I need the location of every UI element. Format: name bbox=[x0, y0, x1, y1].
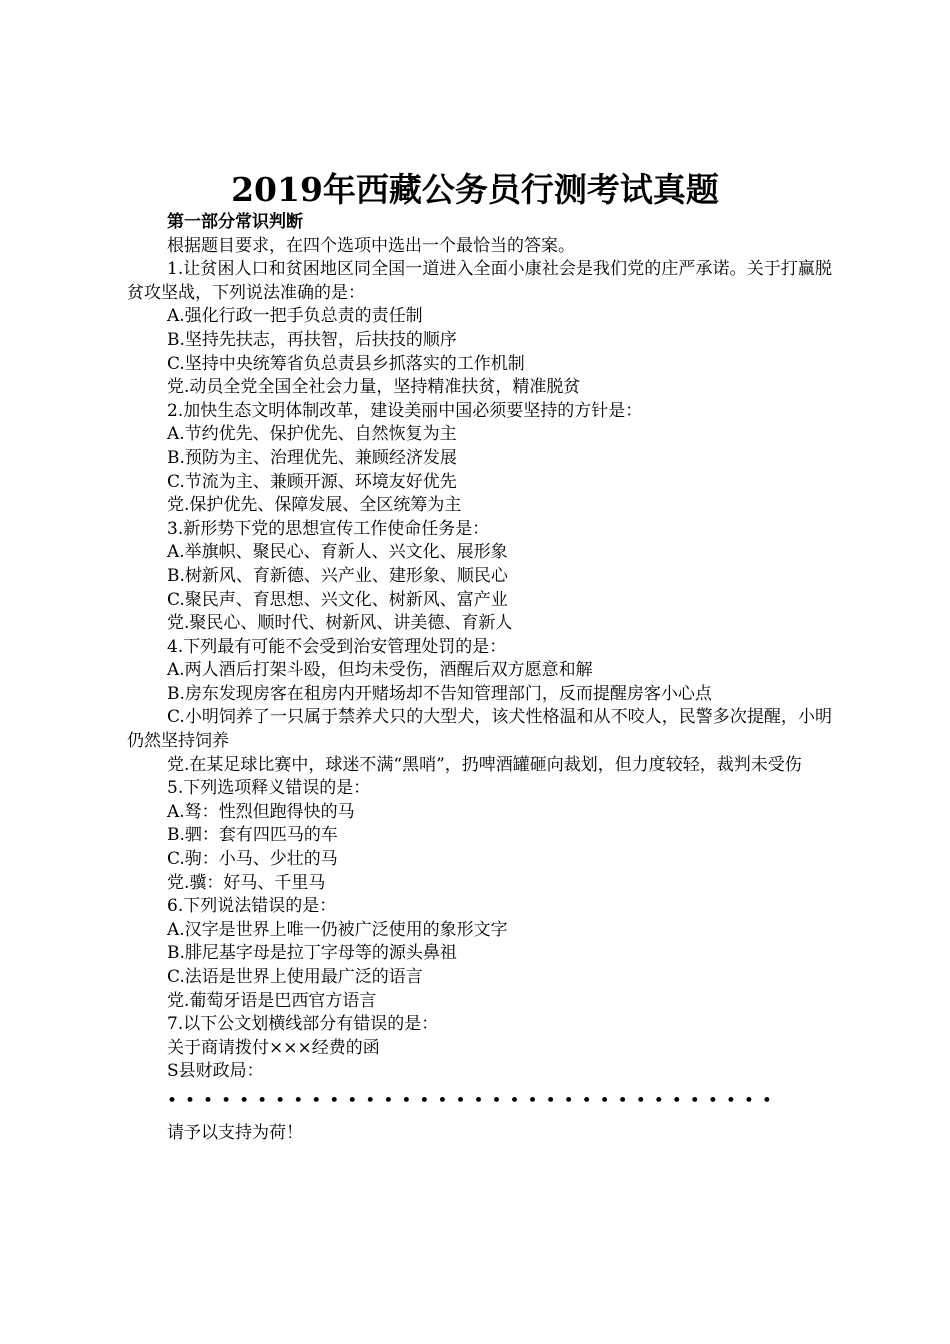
question-option: A.汉字是世界上唯一仍被广泛使用的象形文字 bbox=[167, 919, 508, 940]
question-option: 党.保护优先、保障发展、全区统筹为主 bbox=[167, 495, 462, 516]
question-option: 党.骥：好马、千里马 bbox=[167, 872, 326, 893]
question-option: C.小明饲养了一只属于禁养犬只的大型犬，该犬性格温和从不咬人，民警多次提醒，小明仍然坚持饲养 bbox=[127, 707, 832, 752]
question-option: B.预防为主、治理优先、兼顾经济发展 bbox=[167, 447, 457, 468]
document-body bbox=[127, 211, 832, 1145]
question-option: A.举旗帜、聚民心、育新人、兴文化、展形象 bbox=[167, 542, 508, 563]
question-option: 党.在某足球比赛中，球迷不满“黑哨”，扔啤酒罐砸向裁划，但力度较轻，裁判未受伤 bbox=[167, 754, 802, 775]
question-stem: 1.让贫困人口和贫困地区同全国一道进入全面小康社会是我们党的庄严承诺。关于打赢脱贫攻坚战，下列说法准确的是： bbox=[127, 259, 832, 303]
question-stem: 5.下列选项释义错误的是： bbox=[167, 778, 371, 799]
question-stem: 4.下列最有可能不会受到治安管理处罚的是： bbox=[167, 636, 507, 657]
letter-recipient: S县财政局： bbox=[167, 1061, 264, 1082]
question-stem: 3.新形势下党的思想宣传工作使命任务是： bbox=[167, 518, 490, 539]
question-stem: 7.以下公文划横线部分有错误的是： bbox=[167, 1014, 439, 1035]
question-stem: 2.加快生态文明体制改革，建设美丽中国必须要坚持的方针是： bbox=[167, 400, 643, 421]
question-option: B.腓尼基字母是拉丁字母等的源头鼻祖 bbox=[167, 943, 457, 964]
question-option: A.节约优先、保护优先、自然恢复为主 bbox=[167, 424, 457, 445]
question-option: C.驹：小马、少壮的马 bbox=[167, 849, 338, 870]
question-option: B.坚持先扶志，再扶智，后扶技的顺序 bbox=[167, 329, 457, 350]
question-option: 党.葡萄牙语是巴西官方语言 bbox=[167, 990, 377, 1011]
letter-title: 关于商请拨付×××经费的函 bbox=[167, 1037, 380, 1058]
question-stem: 6.下列说法错误的是： bbox=[167, 896, 337, 917]
question-option: C.聚民声、育思想、兴文化、树新风、富产业 bbox=[167, 589, 508, 610]
question-option: A.两人酒后打架斗殴，但均未受伤，酒醒后双方愿意和解 bbox=[167, 660, 593, 681]
question-option: 党.聚民心、顺时代、树新风、讲美德、育新人 bbox=[167, 613, 513, 634]
question-option: C.坚持中央统筹省负总责县乡抓落实的工作机制 bbox=[167, 353, 525, 374]
spacer bbox=[127, 1114, 832, 1122]
section-title: 第一部分常识判断 bbox=[167, 212, 303, 232]
question-option: B.树新风、育新德、兴产业、建形象、顺民心 bbox=[167, 565, 508, 586]
instruction-text: 根据题目要求，在四个选项中选出一个最恰当的答案。 bbox=[167, 235, 575, 256]
question-option: 党.动员全党全国全社会力量，坚持精准扶贫，精准脱贫 bbox=[167, 377, 581, 398]
dotted-placeholder: •••••••••••••••••••••••••••••••••• bbox=[167, 1090, 780, 1111]
question-option: A.驽：性烈但跑得快的马 bbox=[167, 801, 355, 822]
question-option: B.驷：套有四匹马的车 bbox=[167, 825, 338, 846]
document-title: 2019年西藏公务员行测考试真题 bbox=[231, 170, 719, 209]
question-option: C.节流为主、兼顾开源、环境友好优先 bbox=[167, 471, 457, 492]
question-option: C.法语是世界上使用最广泛的语言 bbox=[167, 967, 423, 987]
letter-closing: 请予以支持为荷！ bbox=[167, 1122, 303, 1143]
question-option: B.房东发现房客在租房内开赌场却不告知管理部门，反而提醒房客小心点 bbox=[167, 683, 712, 704]
question-option: A.强化行政一把手负总责的责任制 bbox=[167, 306, 423, 327]
